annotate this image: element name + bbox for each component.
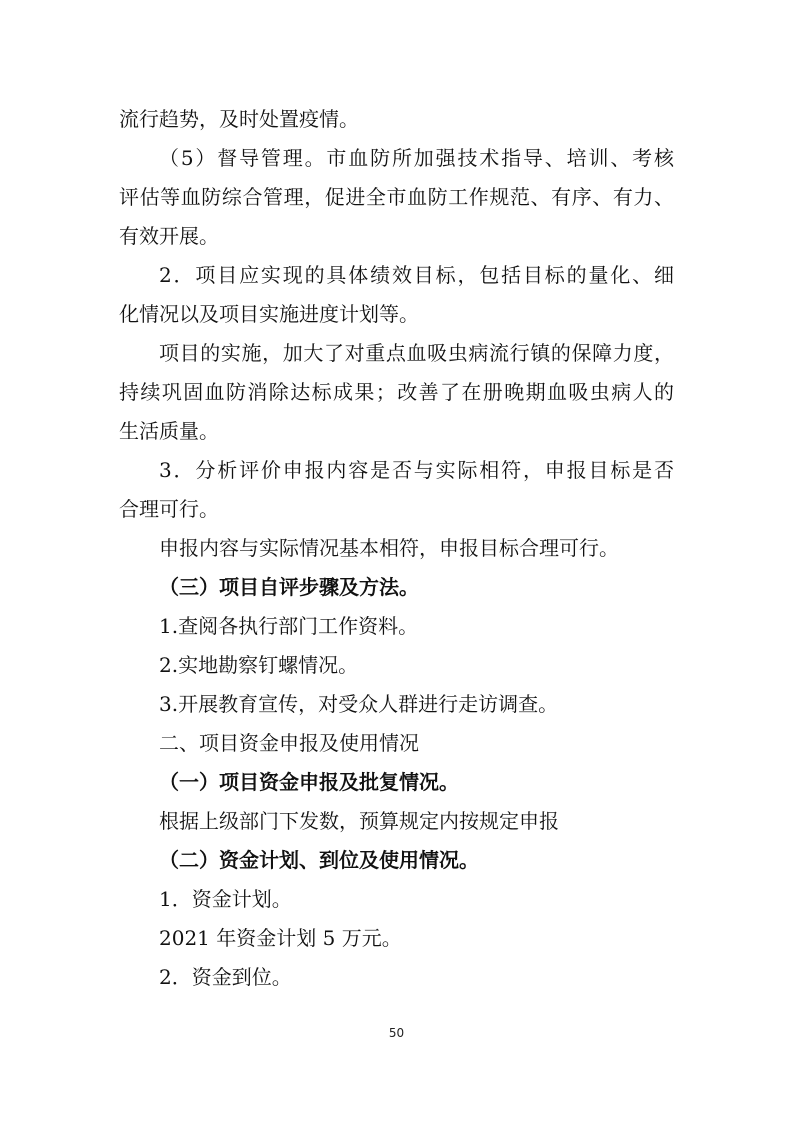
section-heading: （三）项目自评步骤及方法。 [159, 575, 419, 599]
text-line: 3.开展教育宣传，对受众人群进行走访调查。 [159, 692, 559, 716]
text-line: 流行趋势，及时处置疫情。 [119, 107, 359, 131]
text-line: 3．分析评价申报内容是否与实际相符，申报目标是否 [159, 458, 674, 482]
subsection-heading: （二）资金计划、到位及使用情况。 [159, 848, 479, 872]
text-line: 2.实地勘察钉螺情况。 [159, 653, 359, 677]
text-line: 2．项目应实现的具体绩效目标，包括目标的量化、细 [159, 263, 674, 287]
page-number: 50 [388, 1026, 405, 1040]
text-line: 持续巩固血防消除达标成果；改善了在册晚期血吸虫病人的 [119, 380, 674, 404]
text-line: 评估等血防综合管理，促进全市血防工作规范、有序、有力、 [119, 185, 674, 209]
subsection-heading: （一）项目资金申报及批复情况。 [159, 770, 459, 794]
text-line: 2021 年资金计划 5 万元。 [159, 926, 402, 950]
text-line: （5）督导管理。市血防所加强技术指导、培训、考核 [159, 146, 674, 170]
text-line: 化情况以及项目实施进度计划等。 [119, 302, 419, 326]
text-line: 2．资金到位。 [159, 965, 292, 989]
text-line: 1．资金计划。 [159, 887, 292, 911]
section-heading: 二、项目资金申报及使用情况 [159, 731, 419, 755]
text-line: 合理可行。 [119, 497, 219, 521]
text-line: 生活质量。 [119, 419, 219, 443]
text-line: 有效开展。 [119, 224, 219, 248]
text-line: 项目的实施，加大了对重点血吸虫病流行镇的保障力度， [159, 341, 674, 365]
text-line: 1.查阅各执行部门工作资料。 [159, 614, 419, 638]
text-line: 根据上级部门下发数，预算规定内按规定申报 [159, 809, 559, 833]
text-line: 申报内容与实际情况基本相符，申报目标合理可行。 [159, 536, 619, 560]
